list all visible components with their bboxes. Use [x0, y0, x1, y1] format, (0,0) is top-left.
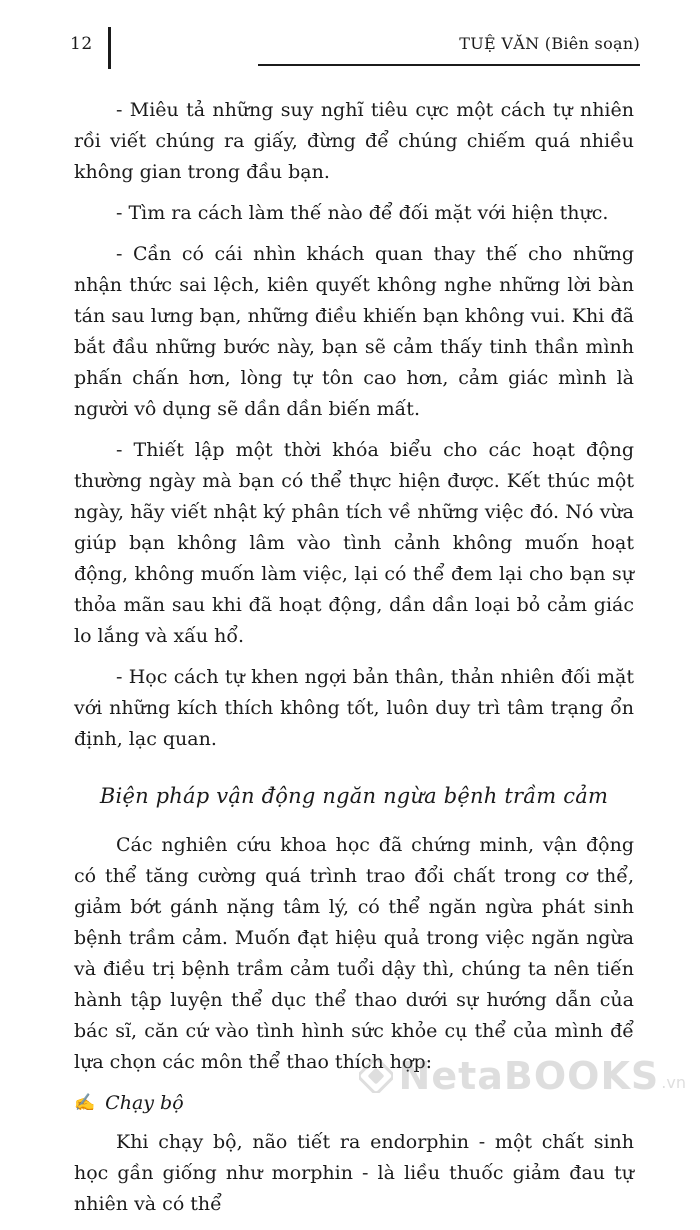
- paragraph: - Thiết lập một thời khóa biểu cho các hoạt động thường ngày mà bạn có thể thực hiện được. Kết thúc một ngày, hãy viết nhật ký phân tích về những việc đó. Nó vừa giúp bạn không lâm vào tình cảnh không muốn hoạt động, không muốn làm việc, lại có thể đem lại cho bạn sự thỏa mãn sau khi đã hoạt động, dần dần loại bỏ cảm giác lo lắng và xấu hổ.: [74, 439, 634, 647]
- section-heading: Biện pháp vận động ngăn ngừa bệnh trầm cảm: [99, 784, 609, 808]
- page-number: 12: [70, 34, 93, 54]
- watermark: [359, 1054, 686, 1098]
- writing-hand-icon: ✍: [74, 1093, 96, 1113]
- page-header: [0, 0, 700, 75]
- header-rule: [258, 64, 640, 66]
- paragraph: - Học cách tự khen ngợi bản thân, thản nhiên đối mặt với những kích thích không tốt, luôn duy trì tâm trạng ổn định, lạc quan.: [74, 666, 634, 750]
- paragraph: Khi chạy bộ, não tiết ra endorphin - một chất sinh học gần giống như morphin - là liều thuốc giảm đau tự nhiên và có thể: [74, 1131, 634, 1215]
- paragraph: - Cần có cái nhìn khách quan thay thế cho những nhận thức sai lệch, kiên quyết không nghe những lời bàn tán sau lưng bạn, những điều khiến bạn không vui. Khi đã bắt đầu những bước này, bạn sẽ cảm thấy tinh thần mình phấn chấn hơn, lòng tự tôn cao hơn, cảm giác mình là người vô dụng sẽ dần dần biến mất.: [74, 243, 634, 420]
- watermark-brand: NetaBOOKS: [398, 1054, 660, 1098]
- paragraph: - Tìm ra cách làm thế nào để đối mặt với hiện thực.: [116, 202, 609, 224]
- watermark-tld: .vn: [661, 1073, 686, 1092]
- paragraph: - Miêu tả những suy nghĩ tiêu cực một cách tự nhiên rồi viết chúng ra giấy, đừng để chúng chiếm quá nhiều không gian trong đầu bạn.: [74, 99, 634, 183]
- book-logo-icon: [359, 1059, 393, 1093]
- subheading-label: Chạy bộ: [105, 1092, 184, 1114]
- header-divider: [108, 27, 111, 69]
- running-title: TUỆ VĂN (Biên soạn): [459, 34, 640, 53]
- section-paragraph: Các nghiên cứu khoa học đã chứng minh, vận động có thể tăng cường quá trình trao đổi chất trong cơ thể, giảm bớt gánh nặng tâm lý, có thể ngăn ngừa phát sinh bệnh trầm cảm. Muốn đạt hiệu quả trong việc ngăn ngừa và điều trị bệnh trầm cảm tuổi dậy thì, chúng ta nên tiến hành tập luyện thể dục thể thao dưới sự hướng dẫn của bác sĩ, căn cứ vào tình hình sức khỏe cụ thể của mình để lựa chọn các môn thể thao thích hợp:: [74, 834, 634, 1073]
